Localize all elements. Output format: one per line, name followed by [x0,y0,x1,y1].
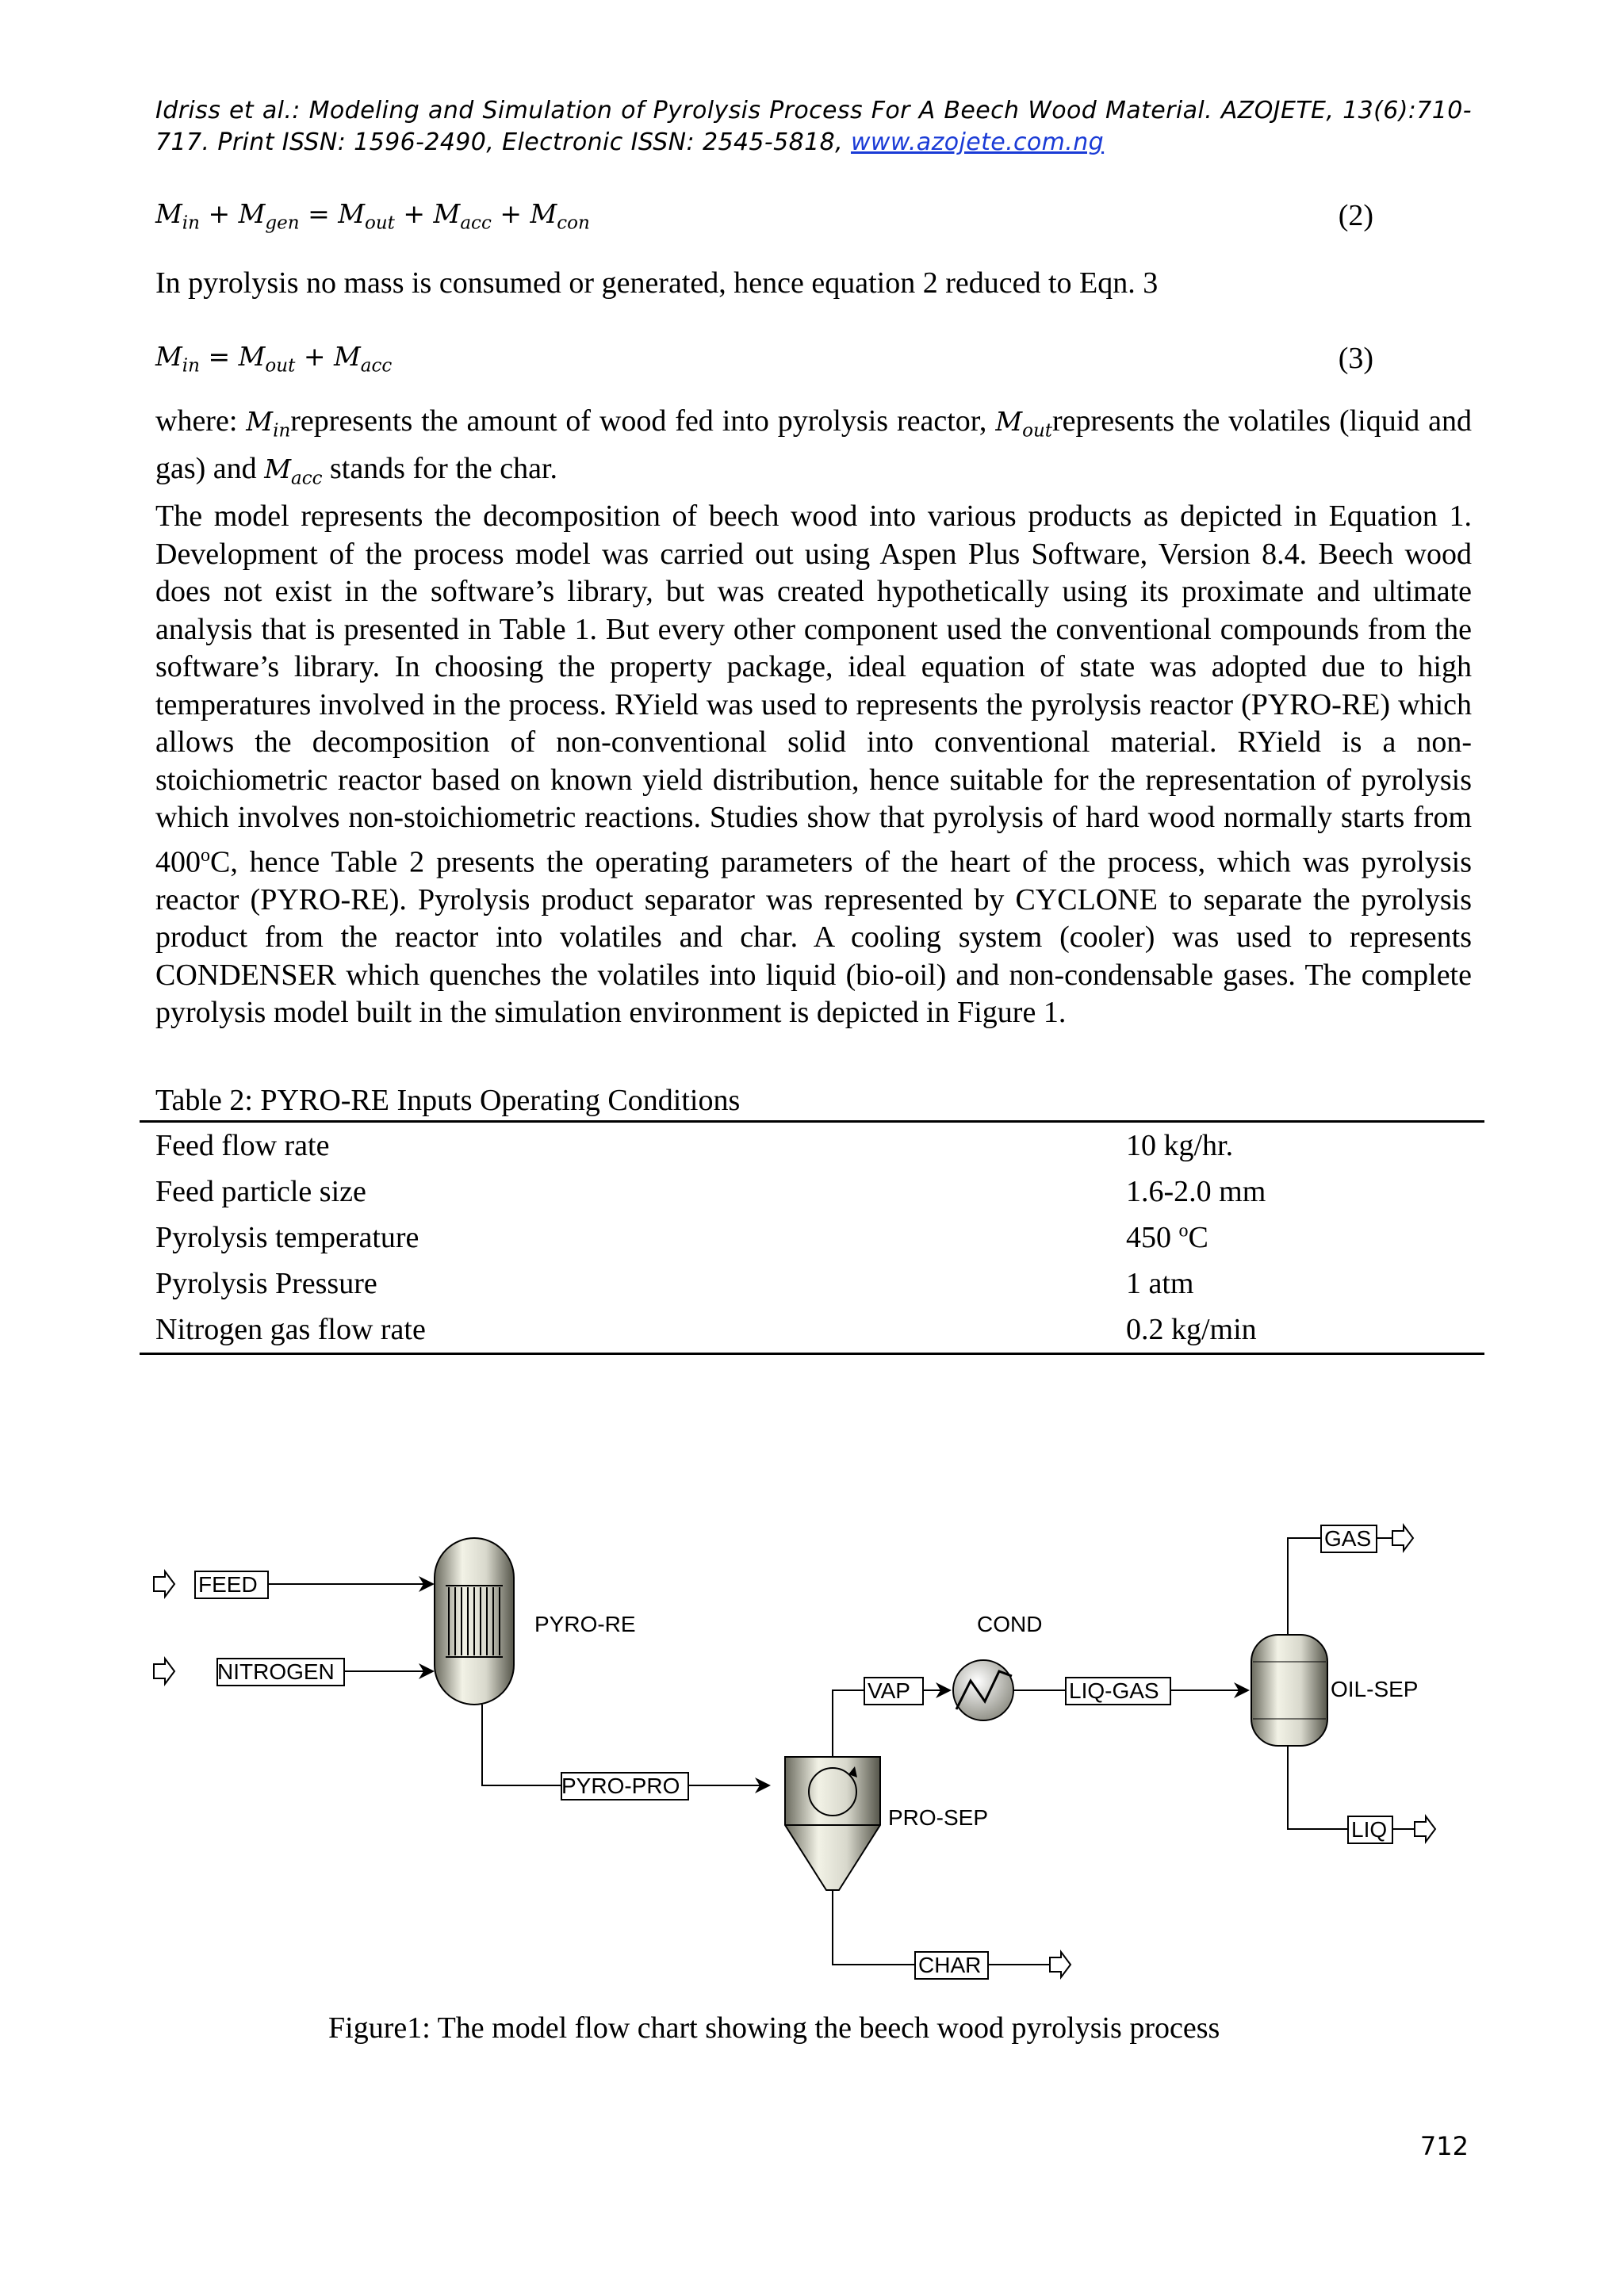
feed-label: FEED [198,1572,258,1597]
value-cell: 1 atm [1126,1267,1194,1300]
value-cell: 10 kg/hr. [1126,1129,1234,1162]
pyro-pro-label: PYRO-PRO [561,1774,680,1798]
cond-label: COND [977,1612,1043,1636]
body-paragraphs [155,403,1472,1032]
table-caption: Table 2: PYRO-RE Inputs Operating Conditions [155,1084,741,1117]
table-row [140,1261,1484,1307]
param-cell: Pyrolysis temperature [155,1221,419,1254]
gas-outlet-icon [1392,1525,1413,1551]
table-row [140,1307,1484,1354]
liq-gas-label: LIQ-GAS [1069,1678,1159,1703]
equation-2: $M_{in} + M_{gen} = M_{out} + M_{acc} + M_{con}$ [155,198,590,234]
value-cell: 450 $^o$C [1126,1220,1208,1254]
equation-2-number: (2) [1338,199,1373,232]
model-paragraph: The model represents the decomposition of beech wood into various products as depicted in Equation 1. Development of the process model was carried out using Aspen Plus Software, Version 8.4. Beech wood does not exist in the software’s library, but was created hypothetically using its proximate and ultimate analysis that is presented in Table 1. But every other component used the conventional compounds from the software’s library. In choosing the property package, ideal equation of state was adopted due to high temperatures involved in the process. RYield was used to represents the pyrolysis reactor (PYRO-RE) which allows the decomposition of non-conventional solid into conventional material. RYield is a non-stoichiometric reactor based on known yield distribution, hence suitable for the representation of pyrolysis which involves non-stoichiometric reactions. Studies show that pyrolysis of hard wood normally starts from 400$^o$C, hence Table 2 presents the operating parameters of the heart of the process, which was pyrolysis reactor (PYRO-RE). Pyrolysis product separator was represented by CYCLONE to separate the pyrolysis product from the reactor into volatiles and char. A cooling system (cooler) was used to represents CONDENSER which quenches the volatiles into liquid (bio-oil) and non-condensable gases. The complete pyrolysis model built in the simulation environment is depicted in Figure 1. [155,499,1472,1030]
where-paragraph: where: $M_{in}represents$ the amount of wood fed into pyrolysis reactor, $M_{out}represents$ the volatiles (liquid and gas) and $M_{acc}$ stands for the char. [155,404,1473,489]
table-row [140,1215,1484,1261]
condenser-icon[interactable] [953,1660,1013,1720]
oil-sep-label: OIL-SEP [1331,1677,1419,1701]
cyclone-separator-icon[interactable] [785,1757,880,1890]
equation-3-number: (3) [1338,342,1373,375]
page-number: 712 [1419,2131,1469,2161]
char-label: CHAR [918,1953,982,1977]
reduction-sentence: In pyrolysis no mass is consumed or generated, hence equation 2 reduced to Eqn. 3 [155,266,1159,300]
equation-3: $M_{in} = M_{out} + M_{acc}$ [155,341,393,377]
pro-sep-label: PRO-SEP [888,1805,989,1830]
char-outlet-icon [1050,1952,1071,1977]
gas-label: GAS [1324,1526,1372,1551]
citation-text: Idriss et al.: Modeling and Simulation of Pyrolysis Process For A Beech Wood Material. AZOJETE, 13(6):710-717. Print ISSN: 1596-2490, Electronic ISSN: 2545-5818, [155,97,1472,156]
liq-label: LIQ [1351,1817,1388,1842]
param-cell: Feed flow rate [155,1129,330,1162]
journal-link[interactable]: www.azojete.com.ng [850,128,1105,156]
running-header [155,95,1472,159]
pyro-re-label: PYRO-RE [534,1612,636,1636]
vap-label: VAP [868,1678,910,1703]
table-row [140,1169,1484,1215]
param-cell: Feed particle size [155,1175,366,1208]
nitrogen-inlet-icon [154,1659,174,1684]
value-cell: 0.2 kg/min [1126,1313,1257,1346]
param-cell: Pyrolysis Pressure [155,1267,377,1300]
param-cell: Nitrogen gas flow rate [155,1313,426,1346]
pyrolysis-reactor-icon[interactable] [435,1538,514,1705]
liq-outlet-icon [1415,1816,1435,1842]
table-row [140,1122,1484,1169]
feed-inlet-icon [154,1571,174,1597]
value-cell: 1.6-2.0 mm [1126,1175,1266,1208]
operating-conditions-table [140,1120,1484,1355]
figure-caption: Figure1: The model flow chart showing the beech wood pyrolysis process [328,2011,1220,2045]
oil-separator-icon[interactable] [1251,1635,1327,1746]
nitrogen-label: NITROGEN [217,1659,335,1684]
process-flow-diagram [151,1514,1499,1998]
